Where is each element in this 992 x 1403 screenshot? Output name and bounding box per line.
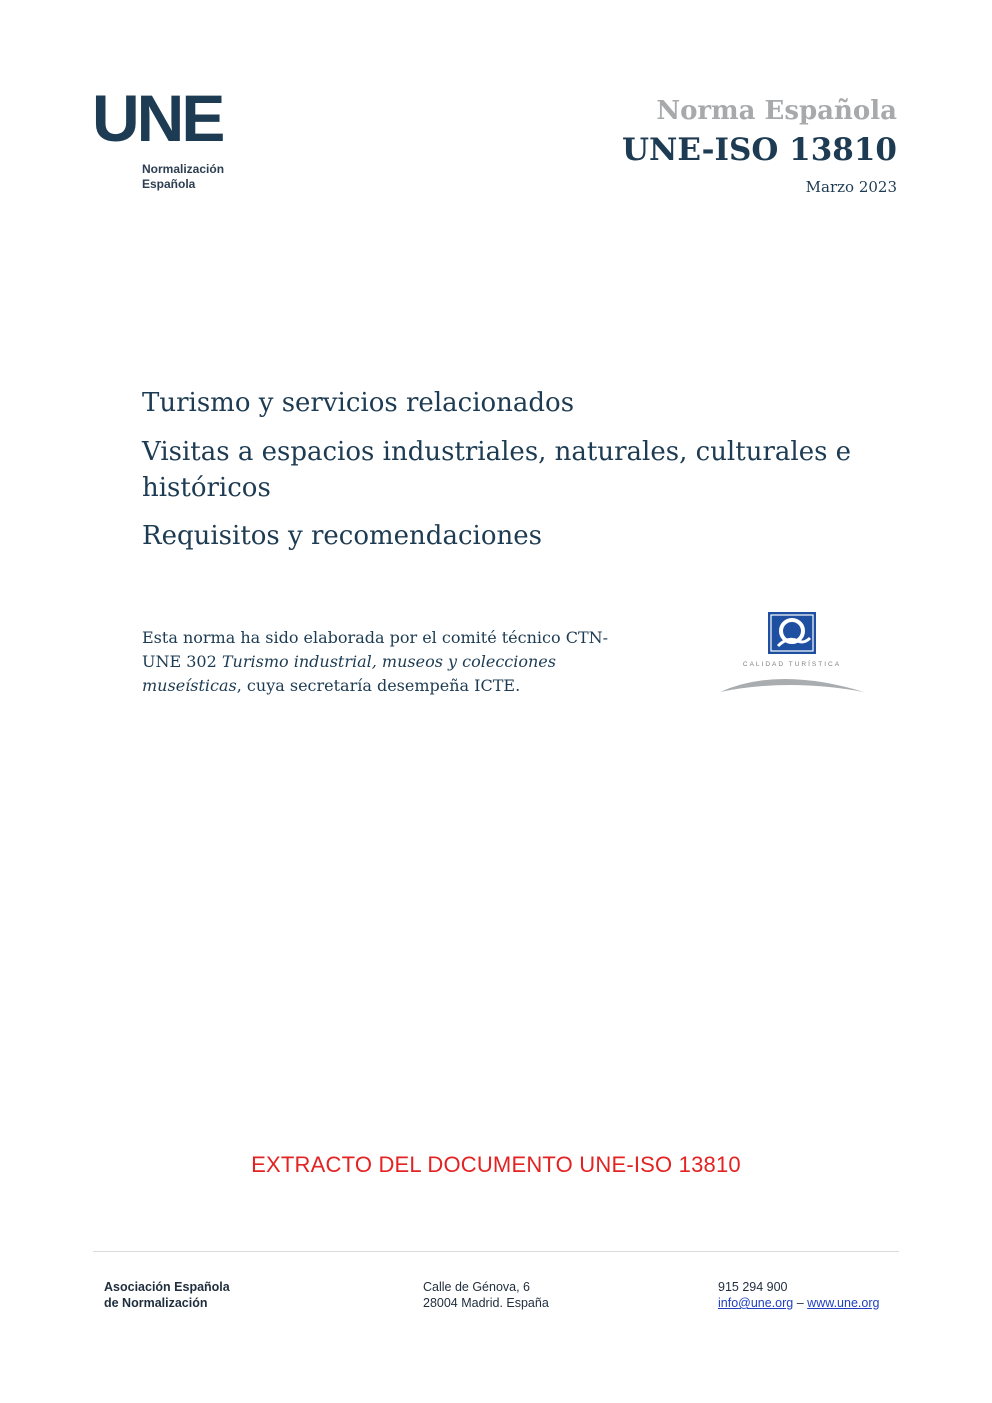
publication-date: Marzo 2023 xyxy=(805,178,897,196)
une-logo xyxy=(92,81,242,200)
footer-addr-line2: 28004 Madrid. España xyxy=(423,1296,549,1310)
logo-mark: UNE xyxy=(92,81,223,155)
logo-subtitle-line2: Española xyxy=(142,177,196,191)
footer-address xyxy=(423,1279,549,1311)
standard-code: UNE-ISO 13810 xyxy=(622,132,897,168)
footer-separator: – xyxy=(796,1296,804,1310)
title-line-3: Requisitos y recomendaciones xyxy=(142,521,542,551)
footer-org-line1: Asociación Española xyxy=(104,1280,230,1294)
footer-addr-line1: Calle de Génova, 6 xyxy=(423,1280,531,1294)
calidad-turistica-emblem xyxy=(718,608,866,700)
emblem-caption: CALIDAD TURÍSTICA xyxy=(742,661,842,668)
footer-phone: 915 294 900 xyxy=(718,1280,788,1294)
extract-notice: EXTRACTO DEL DOCUMENTO UNE-ISO 13810 xyxy=(251,1152,741,1177)
footer-contact xyxy=(718,1279,879,1311)
footer-divider xyxy=(93,1251,899,1252)
logo-subtitle-line1: Normalización xyxy=(142,162,225,176)
committee-statement xyxy=(142,626,642,698)
footer-organization xyxy=(104,1279,230,1311)
title-line-1: Turismo y servicios relacionados xyxy=(142,388,575,418)
document-kind: Norma Española xyxy=(656,96,897,126)
footer-org-line2: de Normalización xyxy=(104,1296,208,1310)
website-link[interactable]: www.une.org xyxy=(807,1296,880,1310)
email-link[interactable]: info@une.org xyxy=(718,1296,794,1310)
committee-prefix: Esta norma ha sido elaborada por el comité técnico CTN-UNE 302 xyxy=(142,628,609,671)
logo-subtitle xyxy=(142,162,224,192)
committee-suffix: , cuya secretaría desempeña ICTE. xyxy=(236,676,521,695)
title-line-2: Visitas a espacios industriales, naturales, culturales e históricos xyxy=(142,437,852,503)
committee-name: Turismo industrial, museos y colecciones museísticas xyxy=(142,652,556,695)
q-quality-icon xyxy=(718,608,866,700)
